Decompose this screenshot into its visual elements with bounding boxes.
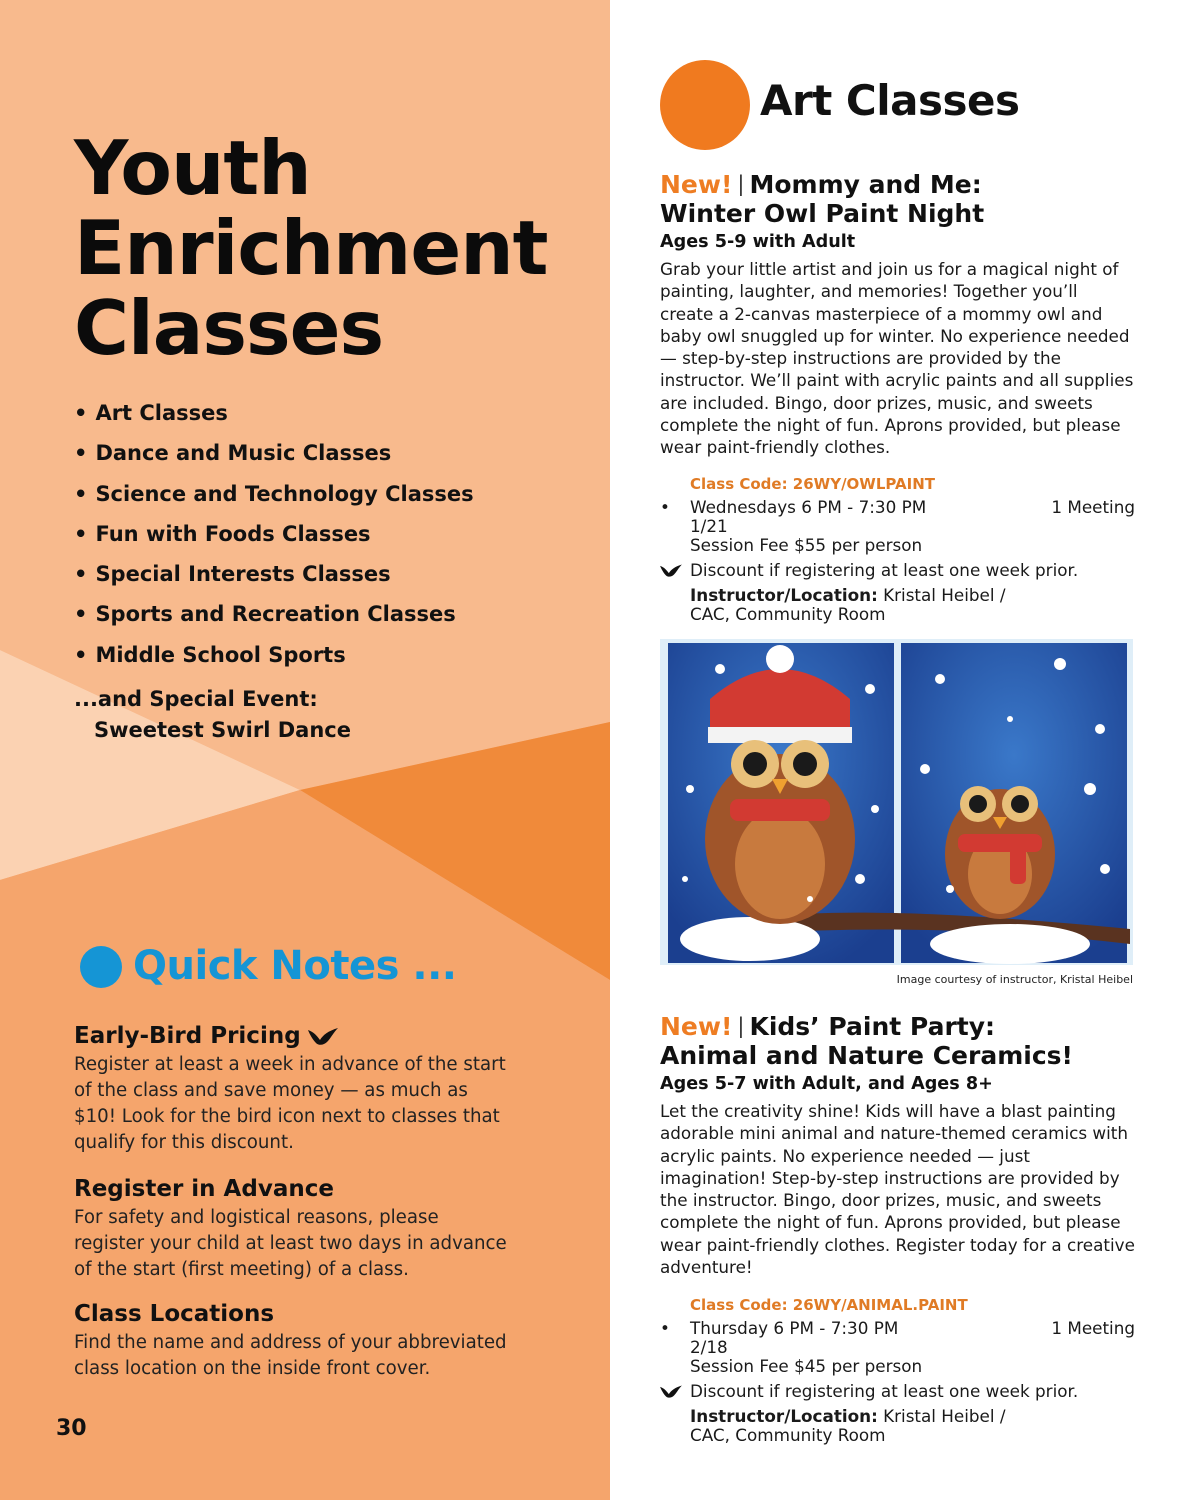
note-early-bird	[74, 1020, 514, 1156]
meeting-count: 1 Meeting	[1051, 497, 1135, 517]
discount-row	[690, 561, 1135, 580]
category-middle-school-sports: • Middle School Sports	[74, 640, 474, 680]
class-category-list	[74, 398, 474, 680]
new-badge: New!	[660, 1012, 733, 1041]
class-listing-owl	[660, 171, 1135, 459]
category-sports-recreation: • Sports and Recreation Classes	[74, 599, 474, 639]
session-fee: Session Fee $45 per person	[690, 1356, 923, 1376]
schedule: Wednesdays 6 PM - 7:30 PM	[690, 497, 927, 517]
note-heading: Register in Advance	[74, 1176, 334, 1202]
location: CAC, Community Room	[690, 604, 886, 624]
bullet-dot: •	[660, 1318, 670, 1338]
note-heading: Class Locations	[74, 1301, 275, 1327]
note-heading: Early-Bird Pricing	[74, 1020, 514, 1052]
title-line: Enrichment	[74, 204, 548, 292]
quick-notes-dot	[80, 946, 122, 988]
bird-icon	[659, 563, 683, 579]
session-fee: Session Fee $55 per person	[690, 535, 923, 555]
class-title-line2: Winter Owl Paint Night	[660, 199, 985, 228]
class-code: Class Code: 26WY/ANIMAL.PAINT	[690, 1296, 968, 1314]
special-event-name: Sweetest Swirl Dance	[94, 718, 351, 742]
instructor: Instructor/Location: Kristal Heibel /	[690, 585, 1006, 605]
new-badge: New!	[660, 170, 733, 199]
note-class-locations	[74, 1298, 514, 1382]
category-science-technology: • Science and Technology Classes	[74, 479, 474, 519]
class-listing-ceramics	[660, 1013, 1135, 1278]
class-title: New! | Mommy and Me:	[660, 170, 982, 199]
class-ages: Ages 5-7 with Adult, and Ages 8+	[660, 1074, 993, 1094]
title-line: Classes	[74, 284, 384, 372]
category-special-interests: • Special Interests Classes	[74, 559, 474, 599]
class-title: New! | Kids’ Paint Party:	[660, 1012, 996, 1041]
note-register-advance	[74, 1173, 514, 1283]
instructor: Instructor/Location: Kristal Heibel /	[690, 1406, 1006, 1426]
bird-icon	[307, 1026, 339, 1048]
class-description: Grab your little artist and join us for a magical night of painting, laughter, and memories! Together you’ll create a 2-canvas masterpiece of a mommy owl and baby owl snuggled up for winter. No experience needed — step-by-step instructions are provided by the instructor. We’ll paint with acrylic paints and all supplies are included. Bingo, door prizes, music, and sweets complete the night of fun. Aprons provided, but please wear paint-friendly clothes.	[660, 259, 1134, 458]
note-body: For safety and logistical reasons, please register your child at least two days in advance of the start (first meeting) of a class.	[74, 1207, 507, 1280]
note-body: Find the name and address of your abbreviated class location on the inside front cover.	[74, 1332, 507, 1379]
owl-painting-image	[660, 639, 1133, 965]
section-title: Art Classes	[760, 76, 1020, 125]
page-number: 30	[56, 1416, 87, 1441]
class-description: Let the creativity shine! Kids will have a blast painting adorable mini animal and nature-themed ceramics with acrylic paints. No experience needed — just imagination! Step-by-step instructions are provided by the instructor. Bingo, door prizes, music, and sweets complete the night of fun. Aprons provided, but please wear paint-friendly clothes. Register today for a creative adventure!	[660, 1101, 1135, 1278]
right-panel	[610, 0, 1200, 1500]
schedule: Thursday 6 PM - 7:30 PM	[690, 1318, 899, 1338]
schedule-row	[660, 1318, 1135, 1338]
class-ages: Ages 5-9 with Adult	[660, 232, 856, 252]
class-date: 2/18	[690, 1337, 728, 1357]
discount-text: Discount if registering at least one week prior.	[690, 560, 1079, 580]
schedule-row	[660, 497, 1135, 517]
discount-row	[690, 1382, 1135, 1401]
special-event	[74, 684, 351, 746]
class-details-owl	[660, 474, 1135, 624]
bullet-dot: •	[660, 497, 670, 517]
category-dance-music: • Dance and Music Classes	[74, 438, 474, 478]
class-title-line2: Animal and Nature Ceramics!	[660, 1041, 1073, 1070]
title-line: Youth	[74, 124, 311, 212]
discount-text: Discount if registering at least one week prior.	[690, 1381, 1079, 1401]
bird-icon	[659, 1384, 683, 1400]
class-date: 1/21	[690, 516, 728, 536]
meeting-count: 1 Meeting	[1051, 1318, 1135, 1338]
class-code: Class Code: 26WY/OWLPAINT	[690, 475, 936, 493]
note-body: Register at least a week in advance of the start of the class and save money — as much as $10! Look for the bird icon next to classes that qualify for this discount.	[74, 1054, 506, 1153]
special-event-intro: ...and Special Event:	[74, 687, 318, 711]
page-title	[74, 124, 548, 372]
quick-notes-title: Quick Notes ...	[133, 943, 457, 989]
category-art: • Art Classes	[74, 398, 474, 438]
class-details-ceramics	[660, 1295, 1135, 1445]
category-fun-with-foods: • Fun with Foods Classes	[74, 519, 474, 559]
image-caption: Image courtesy of instructor, Kristal Heibel	[896, 973, 1133, 986]
location: CAC, Community Room	[690, 1425, 886, 1445]
section-dot	[660, 60, 750, 150]
